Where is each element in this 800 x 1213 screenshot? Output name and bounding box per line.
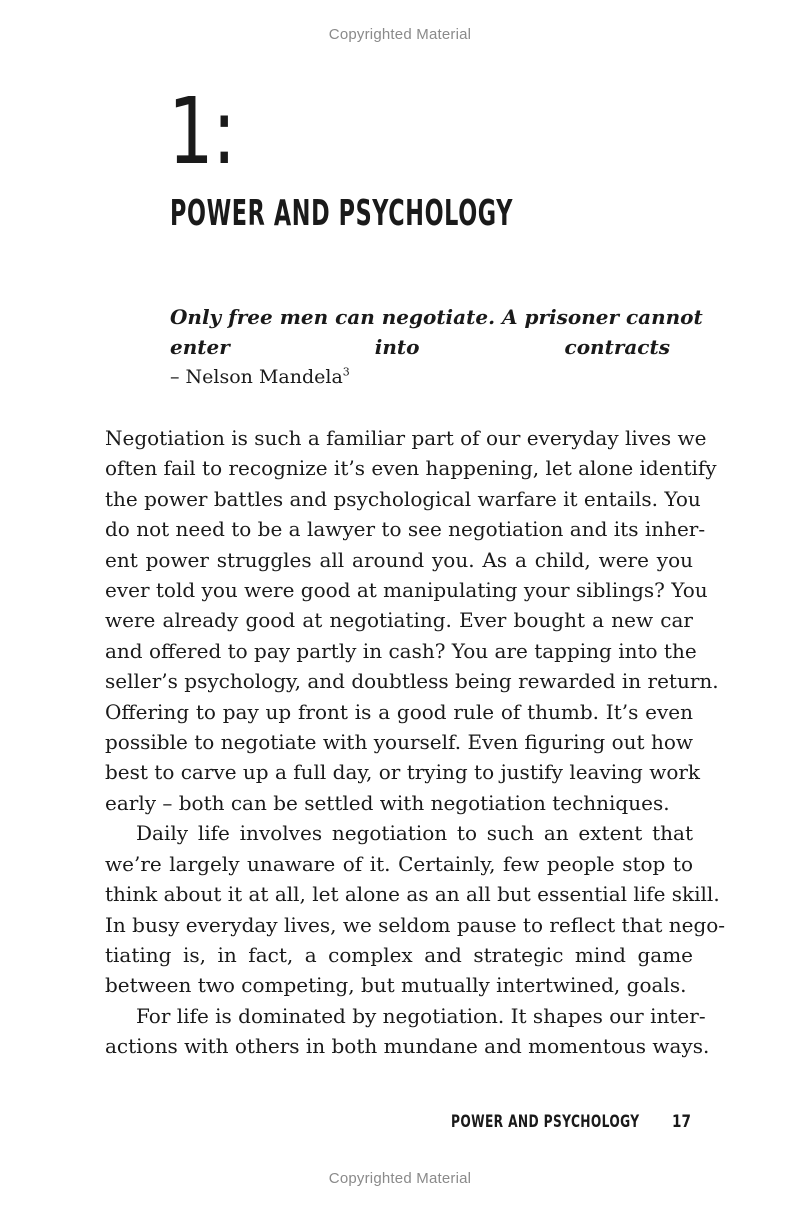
text-line: tiating is, in fact, a complex and strategic mind game (105, 942, 693, 967)
text-line: the power battles and psychological warfare it entails. You (105, 486, 701, 511)
text-line: In busy everyday lives, we seldom pause to reflect that nego- (105, 912, 726, 937)
text-line: seller’s psychology, and doubtless being rewarded in return. (105, 669, 719, 694)
page-number: 17 (672, 1112, 691, 1132)
text-line: were already good at negotiating. Ever bought a new car (105, 608, 693, 633)
epigraph-attribution (170, 362, 670, 392)
chapter-number: 1: (168, 78, 235, 185)
paragraph (105, 818, 726, 1000)
epigraph-quote-line: Only free men can negotiate. A prisoner cannot (170, 305, 703, 329)
text-line: Negotiation is such a familiar part of our everyday lives we (105, 426, 707, 450)
text-line: actions with others in both mundane and momentous ways. (105, 1034, 710, 1059)
epigraph (170, 302, 703, 392)
running-title: POWER AND PSYCHOLOGY (451, 1112, 640, 1132)
text-line: between two competing, but mutually intertwined, goals. (105, 973, 687, 998)
text-line: we’re largely unaware of it. Certainly, few people stop to (105, 851, 693, 876)
text-line: best to carve up a full day, or trying to justify leaving work (105, 760, 701, 785)
text-line: ent power struggles all around you. As a child, were you (105, 547, 693, 572)
chapter-title: POWER AND PSYCHOLOGY (170, 193, 514, 234)
running-footer (0, 1112, 800, 1136)
copyright-watermark-bottom: Copyrighted Material (328, 1170, 472, 1187)
text-line: and offered to pay partly in cash? You are tapping into the (105, 638, 697, 663)
body-text (105, 423, 726, 1062)
paragraph (105, 1001, 710, 1062)
text-line: do not need to be a lawyer to see negotiation and its inher- (105, 517, 706, 542)
text-line: For life is dominated by negotiation. It shapes our inter- (136, 1003, 706, 1028)
copyright-watermark-top: Copyrighted Material (328, 26, 472, 43)
text-line: think about it at all, let alone as an all but essential life skill. (105, 882, 720, 907)
text-line: often fail to recognize it’s even happening, let alone identify (105, 456, 717, 481)
text-line: possible to negotiate with yourself. Even figuring out how (105, 730, 693, 755)
epigraph-author: – Nelson Mandela (170, 366, 343, 388)
text-line: Offering to pay up front is a good rule of thumb. It’s even (105, 699, 693, 724)
text-line: early – both can be settled with negotiation techniques. (105, 790, 670, 815)
paragraph (105, 423, 719, 818)
text-line: ever told you were good at manipulating your siblings? You (105, 578, 708, 603)
epigraph-quote (170, 302, 703, 362)
footnote-reference: 3 (342, 365, 350, 379)
text-line: Daily life involves negotiation to such an extent that (136, 821, 693, 846)
epigraph-quote-line: enter into contracts (170, 335, 670, 359)
